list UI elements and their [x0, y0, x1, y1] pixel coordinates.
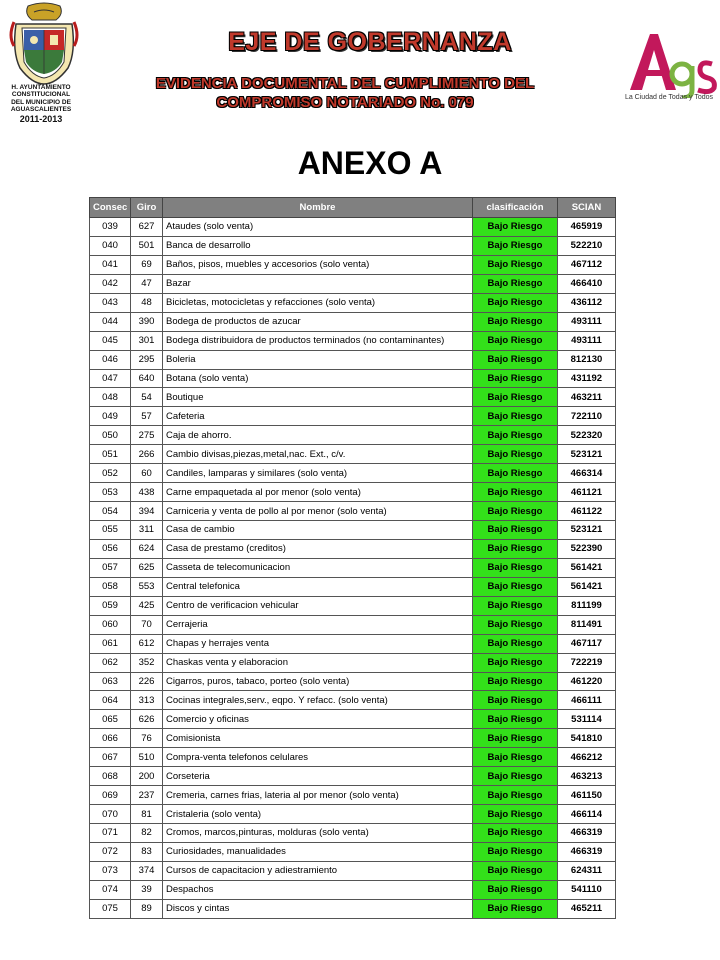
scian-cell: 561421	[558, 577, 616, 596]
nombre-cell: Bicicletas, motocicletas y refacciones (solo venta)	[163, 293, 473, 312]
nombre-cell: Compra-venta telefonos celulares	[163, 748, 473, 767]
clasificacion-cell: Bajo Riesgo	[473, 634, 558, 653]
consec-cell: 063	[90, 672, 131, 691]
table-header-row	[90, 198, 616, 218]
table-row	[90, 824, 616, 843]
table-row	[90, 558, 616, 577]
nombre-cell: Cremeria, carnes frias, lateria al por menor (solo venta)	[163, 786, 473, 805]
consec-cell: 071	[90, 824, 131, 843]
seal-caption-line: AGUASCALIENTES	[10, 105, 72, 113]
table-row	[90, 331, 616, 350]
table-row	[90, 464, 616, 483]
clasificacion-cell: Bajo Riesgo	[473, 786, 558, 805]
table-row	[90, 502, 616, 521]
consec-cell: 068	[90, 767, 131, 786]
scian-cell: 624311	[558, 861, 616, 880]
scian-cell: 493111	[558, 312, 616, 331]
nombre-cell: Cocinas integrales,serv., eqpo. Y refacc. (solo venta)	[163, 691, 473, 710]
table-row	[90, 596, 616, 615]
scian-cell: 461220	[558, 672, 616, 691]
table-row	[90, 312, 616, 331]
scian-cell: 522320	[558, 426, 616, 445]
table-row	[90, 521, 616, 540]
scian-cell: 465919	[558, 218, 616, 237]
table-row	[90, 653, 616, 672]
business-types-table	[89, 197, 616, 919]
table-row	[90, 445, 616, 464]
giro-cell: 70	[131, 615, 163, 634]
ags-logo-icon	[620, 20, 720, 98]
document-title: EJE DE GOBERNANZA	[228, 28, 512, 56]
giro-cell: 200	[131, 767, 163, 786]
clasificacion-cell: Bajo Riesgo	[473, 596, 558, 615]
table-row	[90, 748, 616, 767]
scian-cell: 466410	[558, 274, 616, 293]
giro-cell: 510	[131, 748, 163, 767]
clasificacion-cell: Bajo Riesgo	[473, 710, 558, 729]
nombre-cell: Cristaleria (solo venta)	[163, 805, 473, 824]
nombre-cell: Chaskas venta y elaboracion	[163, 653, 473, 672]
giro-cell: 226	[131, 672, 163, 691]
nombre-cell: Cursos de capacitacion y adiestramiento	[163, 861, 473, 880]
giro-cell: 501	[131, 236, 163, 255]
clasificacion-cell: Bajo Riesgo	[473, 691, 558, 710]
seal-caption-line: CONSTITUCIONAL	[11, 91, 71, 99]
consec-cell: 055	[90, 521, 131, 540]
consec-cell: 056	[90, 539, 131, 558]
giro-cell: 57	[131, 407, 163, 426]
consec-cell: 039	[90, 218, 131, 237]
scian-cell: 466111	[558, 691, 616, 710]
scian-cell: 431192	[558, 369, 616, 388]
scian-cell: 463211	[558, 388, 616, 407]
clasificacion-cell: Bajo Riesgo	[473, 615, 558, 634]
consec-cell: 069	[90, 786, 131, 805]
seal-caption-line: DEL MUNICIPIO DE	[11, 98, 71, 106]
scian-cell: 561421	[558, 558, 616, 577]
clasificacion-cell: Bajo Riesgo	[473, 824, 558, 843]
nombre-cell: Baños, pisos, muebles y accesorios (solo venta)	[163, 255, 473, 274]
nombre-cell: Casa de prestamo (creditos)	[163, 539, 473, 558]
subtitle-line-1: EVIDENCIA DOCUMENTAL DEL CUMPLIMIENTO DEL	[155, 75, 535, 92]
table-row	[90, 691, 616, 710]
table-row	[90, 842, 616, 861]
giro-cell: 83	[131, 842, 163, 861]
table-row	[90, 729, 616, 748]
clasificacion-cell: Bajo Riesgo	[473, 407, 558, 426]
giro-cell: 313	[131, 691, 163, 710]
table-row	[90, 293, 616, 312]
giro-cell: 311	[131, 521, 163, 540]
nombre-cell: Comisionista	[163, 729, 473, 748]
nombre-cell: Boutique	[163, 388, 473, 407]
clasificacion-cell: Bajo Riesgo	[473, 672, 558, 691]
nombre-cell: Cafeteria	[163, 407, 473, 426]
nombre-cell: Bodega de productos de azucar	[163, 312, 473, 331]
clasificacion-cell: Bajo Riesgo	[473, 521, 558, 540]
giro-cell: 39	[131, 880, 163, 899]
nombre-cell: Carniceria y venta de pollo al por menor (solo venta)	[163, 502, 473, 521]
consec-cell: 058	[90, 577, 131, 596]
giro-cell: 352	[131, 653, 163, 672]
clasificacion-cell: Bajo Riesgo	[473, 236, 558, 255]
consec-cell: 052	[90, 464, 131, 483]
giro-cell: 48	[131, 293, 163, 312]
scian-cell: 812130	[558, 350, 616, 369]
clasificacion-cell: Bajo Riesgo	[473, 748, 558, 767]
giro-cell: 69	[131, 255, 163, 274]
nombre-cell: Curiosidades, manualidades	[163, 842, 473, 861]
nombre-cell: Candiles, lamparas y similares (solo venta)	[163, 464, 473, 483]
scian-cell: 541810	[558, 729, 616, 748]
giro-cell: 89	[131, 899, 163, 918]
table-row	[90, 577, 616, 596]
column-header-clasificacion: clasificación	[473, 198, 558, 218]
clasificacion-cell: Bajo Riesgo	[473, 274, 558, 293]
column-header-giro: Giro	[131, 198, 163, 218]
nombre-cell: Comercio y oficinas	[163, 710, 473, 729]
consec-cell: 065	[90, 710, 131, 729]
consec-cell: 075	[90, 899, 131, 918]
clasificacion-cell: Bajo Riesgo	[473, 350, 558, 369]
scian-cell: 461121	[558, 483, 616, 502]
nombre-cell: Ataudes (solo venta)	[163, 218, 473, 237]
scian-cell: 811491	[558, 615, 616, 634]
nombre-cell: Corseteria	[163, 767, 473, 786]
giro-cell: 640	[131, 369, 163, 388]
annex-heading: ANEXO A	[297, 145, 443, 181]
nombre-cell: Central telefonica	[163, 577, 473, 596]
table-body	[90, 218, 616, 919]
giro-cell: 624	[131, 539, 163, 558]
clasificacion-cell: Bajo Riesgo	[473, 218, 558, 237]
consec-cell: 060	[90, 615, 131, 634]
scian-cell: 466319	[558, 824, 616, 843]
giro-cell: 54	[131, 388, 163, 407]
scian-cell: 523121	[558, 521, 616, 540]
consec-cell: 046	[90, 350, 131, 369]
consec-cell: 061	[90, 634, 131, 653]
clasificacion-cell: Bajo Riesgo	[473, 331, 558, 350]
clasificacion-cell: Bajo Riesgo	[473, 464, 558, 483]
scian-cell: 461150	[558, 786, 616, 805]
table-row	[90, 407, 616, 426]
table-row	[90, 426, 616, 445]
giro-cell: 81	[131, 805, 163, 824]
table-row	[90, 880, 616, 899]
giro-cell: 82	[131, 824, 163, 843]
coat-of-arms-icon	[6, 2, 82, 86]
table-row	[90, 634, 616, 653]
clasificacion-cell: Bajo Riesgo	[473, 539, 558, 558]
clasificacion-cell: Bajo Riesgo	[473, 767, 558, 786]
scian-cell: 531114	[558, 710, 616, 729]
giro-cell: 295	[131, 350, 163, 369]
scian-cell: 522390	[558, 539, 616, 558]
nombre-cell: Botana (solo venta)	[163, 369, 473, 388]
consec-cell: 064	[90, 691, 131, 710]
nombre-cell: Casseta de telecomunicacion	[163, 558, 473, 577]
clasificacion-cell: Bajo Riesgo	[473, 388, 558, 407]
consec-cell: 066	[90, 729, 131, 748]
scian-cell: 466114	[558, 805, 616, 824]
seal-years: 2011-2013	[19, 114, 63, 125]
scian-cell: 493111	[558, 331, 616, 350]
table-row	[90, 615, 616, 634]
consec-cell: 070	[90, 805, 131, 824]
nombre-cell: Cerrajeria	[163, 615, 473, 634]
table-row	[90, 388, 616, 407]
nombre-cell: Cigarros, puros, tabaco, porteo (solo venta)	[163, 672, 473, 691]
nombre-cell: Carne empaquetada al por menor (solo venta)	[163, 483, 473, 502]
nombre-cell: Boleria	[163, 350, 473, 369]
consec-cell: 074	[90, 880, 131, 899]
giro-cell: 301	[131, 331, 163, 350]
consec-cell: 062	[90, 653, 131, 672]
scian-cell: 722219	[558, 653, 616, 672]
consec-cell: 053	[90, 483, 131, 502]
consec-cell: 059	[90, 596, 131, 615]
consec-cell: 045	[90, 331, 131, 350]
clasificacion-cell: Bajo Riesgo	[473, 293, 558, 312]
nombre-cell: Bodega distribuidora de productos terminados (no contaminantes)	[163, 331, 473, 350]
table-row	[90, 899, 616, 918]
table-row	[90, 274, 616, 293]
giro-cell: 553	[131, 577, 163, 596]
giro-cell: 626	[131, 710, 163, 729]
consec-cell: 042	[90, 274, 131, 293]
clasificacion-cell: Bajo Riesgo	[473, 842, 558, 861]
nombre-cell: Chapas y herrajes venta	[163, 634, 473, 653]
giro-cell: 627	[131, 218, 163, 237]
clasificacion-cell: Bajo Riesgo	[473, 483, 558, 502]
scian-cell: 465211	[558, 899, 616, 918]
nombre-cell: Caja de ahorro.	[163, 426, 473, 445]
column-header-consec: Consec	[90, 198, 131, 218]
table-row	[90, 672, 616, 691]
consec-cell: 051	[90, 445, 131, 464]
column-header-nombre: Nombre	[163, 198, 473, 218]
clasificacion-cell: Bajo Riesgo	[473, 369, 558, 388]
clasificacion-cell: Bajo Riesgo	[473, 426, 558, 445]
clasificacion-cell: Bajo Riesgo	[473, 653, 558, 672]
column-header-scian: SCIAN	[558, 198, 616, 218]
table-row	[90, 255, 616, 274]
giro-cell: 390	[131, 312, 163, 331]
scian-cell: 467112	[558, 255, 616, 274]
scian-cell: 541110	[558, 880, 616, 899]
scian-cell: 467117	[558, 634, 616, 653]
scian-cell: 811199	[558, 596, 616, 615]
clasificacion-cell: Bajo Riesgo	[473, 805, 558, 824]
table-row	[90, 369, 616, 388]
seal-caption-line: H. AYUNTAMIENTO	[11, 84, 71, 91]
consec-cell: 073	[90, 861, 131, 880]
consec-cell: 044	[90, 312, 131, 331]
consec-cell: 043	[90, 293, 131, 312]
giro-cell: 47	[131, 274, 163, 293]
table-row	[90, 786, 616, 805]
consec-cell: 047	[90, 369, 131, 388]
consec-cell: 057	[90, 558, 131, 577]
nombre-cell: Discos y cintas	[163, 899, 473, 918]
clasificacion-cell: Bajo Riesgo	[473, 899, 558, 918]
giro-cell: 612	[131, 634, 163, 653]
clasificacion-cell: Bajo Riesgo	[473, 558, 558, 577]
nombre-cell: Banca de desarrollo	[163, 236, 473, 255]
clasificacion-cell: Bajo Riesgo	[473, 312, 558, 331]
giro-cell: 266	[131, 445, 163, 464]
scian-cell: 523121	[558, 445, 616, 464]
consec-cell: 048	[90, 388, 131, 407]
logo-tagline: La Ciudad de Todas y Todos	[624, 94, 714, 101]
scian-cell: 466212	[558, 748, 616, 767]
giro-cell: 237	[131, 786, 163, 805]
giro-cell: 625	[131, 558, 163, 577]
scian-cell: 522210	[558, 236, 616, 255]
table-row	[90, 350, 616, 369]
consec-cell: 049	[90, 407, 131, 426]
clasificacion-cell: Bajo Riesgo	[473, 502, 558, 521]
scian-cell: 461122	[558, 502, 616, 521]
clasificacion-cell: Bajo Riesgo	[473, 445, 558, 464]
subtitle-line-2: COMPROMISO NOTARIADO No. 079	[216, 94, 474, 111]
nombre-cell: Centro de verificacion vehicular	[163, 596, 473, 615]
scian-cell: 436112	[558, 293, 616, 312]
nombre-cell: Casa de cambio	[163, 521, 473, 540]
scian-cell: 722110	[558, 407, 616, 426]
table-row	[90, 539, 616, 558]
document-subtitle	[120, 74, 570, 112]
clasificacion-cell: Bajo Riesgo	[473, 577, 558, 596]
giro-cell: 425	[131, 596, 163, 615]
consec-cell: 040	[90, 236, 131, 255]
consec-cell: 067	[90, 748, 131, 767]
nombre-cell: Cromos, marcos,pinturas, molduras (solo venta)	[163, 824, 473, 843]
consec-cell: 041	[90, 255, 131, 274]
nombre-cell: Cambio divisas,piezas,metal,nac. Ext., c/v.	[163, 445, 473, 464]
giro-cell: 394	[131, 502, 163, 521]
seal-caption	[0, 84, 82, 124]
nombre-cell: Despachos	[163, 880, 473, 899]
scian-cell: 463213	[558, 767, 616, 786]
giro-cell: 60	[131, 464, 163, 483]
scian-cell: 466314	[558, 464, 616, 483]
clasificacion-cell: Bajo Riesgo	[473, 255, 558, 274]
scian-cell: 466319	[558, 842, 616, 861]
table-row	[90, 483, 616, 502]
nombre-cell: Bazar	[163, 274, 473, 293]
consec-cell: 050	[90, 426, 131, 445]
clasificacion-cell: Bajo Riesgo	[473, 861, 558, 880]
clasificacion-cell: Bajo Riesgo	[473, 729, 558, 748]
consec-cell: 054	[90, 502, 131, 521]
table-row	[90, 710, 616, 729]
clasificacion-cell: Bajo Riesgo	[473, 880, 558, 899]
giro-cell: 374	[131, 861, 163, 880]
consec-cell: 072	[90, 842, 131, 861]
table-row	[90, 218, 616, 237]
table-row	[90, 767, 616, 786]
table-row	[90, 861, 616, 880]
giro-cell: 275	[131, 426, 163, 445]
giro-cell: 76	[131, 729, 163, 748]
table-row	[90, 805, 616, 824]
giro-cell: 438	[131, 483, 163, 502]
table-row	[90, 236, 616, 255]
